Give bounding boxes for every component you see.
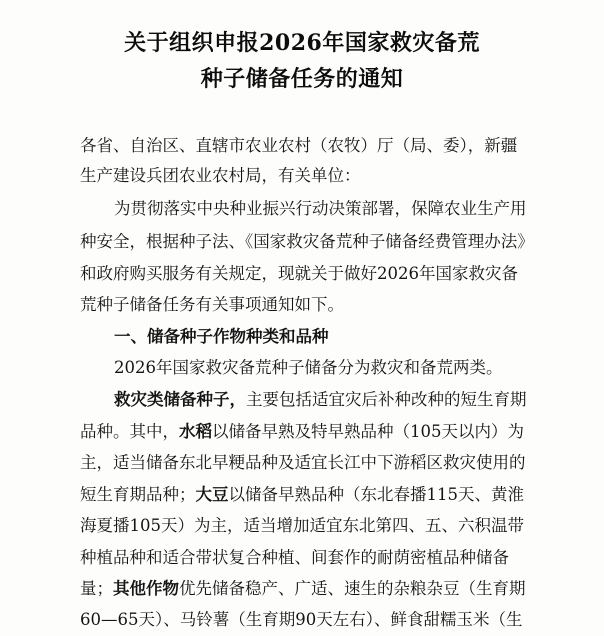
relief-line-3: 主，适当储备东北早粳品种及适宜长江中下游稻区救灾使用的 — [80, 453, 526, 472]
relief-line-8: 60—65天）、马铃薯（生育期90天左右）、鲜食甜糯玉米（生 — [80, 610, 523, 629]
document-title-line-2: 种子储备任务的通知 — [200, 66, 404, 92]
relief-line-7 — [80, 578, 580, 600]
relief-line-6: 种植品种和适合带状复合种植、间套作的耐荫密植品种储备 — [80, 548, 509, 567]
addressee-line-1: 各省、自治区、直辖市农业农村（农牧）厅（局、委），新疆 — [80, 136, 518, 155]
addressee-line-2: 生产建设兵团农业农村局，有关单位： — [80, 166, 361, 185]
relief-line-4 — [80, 484, 580, 506]
relief-line-5: 海夏播105天）为主，适当增加适宜东北第四、五、六积温带 — [80, 516, 524, 535]
soybean-label: 大豆 — [195, 485, 229, 504]
relief-line-2 — [80, 421, 580, 443]
intro-line-4: 荒种子储备任务有关事项通知如下。 — [80, 295, 344, 314]
relief-line-4-text: 以储备早熟品种（东北春播115天、黄淮 — [228, 485, 524, 504]
intro-line-3: 和政府购买服务有关规定，现就关于做好2026年国家救灾备 — [80, 264, 518, 283]
relief-line-1-text: 主要包括适宜灾后补种改种的短生育期 — [246, 390, 527, 409]
relief-line-2-text: 以储备早熟及特早熟品种（105天以内）为 — [212, 422, 524, 441]
relief-line-4-pre: 短生育期品种； — [80, 485, 196, 504]
relief-seed-label: 救灾类储备种子， — [114, 390, 246, 409]
relief-line-2-pre: 品种。其中， — [80, 422, 179, 441]
relief-line-7-pre: 量； — [80, 579, 113, 598]
intro-line-2: 种安全，根据种子法、《国家救灾备荒种子储备经费管理办法》 — [80, 232, 534, 251]
section-1-paragraph-1: 2026年国家救灾备荒种子储备分为救灾和备荒两类。 — [114, 358, 503, 377]
relief-line-1 — [114, 389, 580, 411]
relief-line-7-text: 优先储备稳产、广适、速生的杂粮杂豆（生育期 — [179, 579, 526, 598]
section-1-heading: 一、储备种子作物种类和品种 — [114, 327, 329, 346]
intro-line-1: 为贯彻落实中央种业振兴行动决策部署，保障农业生产用 — [114, 199, 527, 218]
rice-label: 水稻 — [179, 422, 212, 441]
document-title-line-1: 关于组织申报2026年国家救灾备荒 — [124, 30, 480, 56]
other-crops-label: 其他作物 — [113, 579, 179, 598]
